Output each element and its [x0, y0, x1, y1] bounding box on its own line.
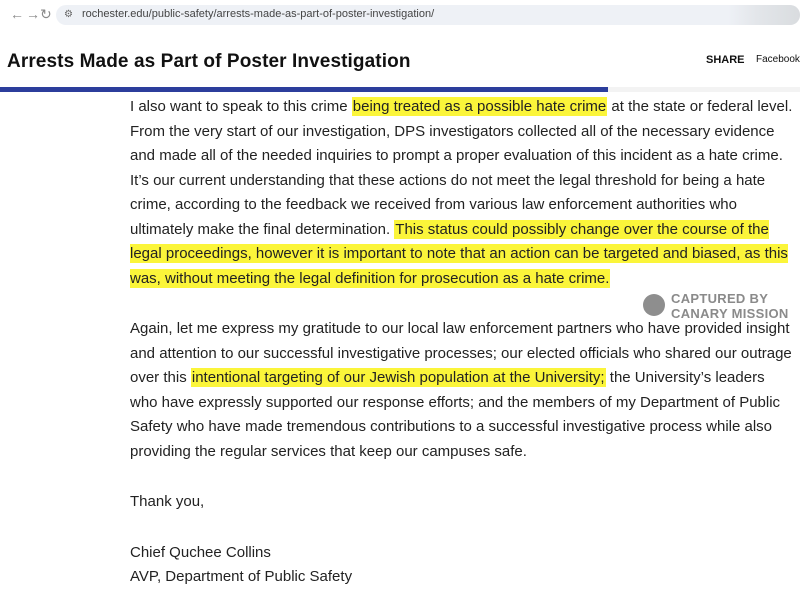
highlighted-text: intentional targeting of our Jewish population at the University; [191, 369, 605, 386]
paragraph-text: at the state or federal level. From the very start of our investigation, DPS investigators collected all of the necessary evidence and made all of the needed inquiries to prompt a proper evaluation of this incident as a hate crime. It’s our current understanding that these actions do not meet the legal threshold for being a hate crime, according to the feedback we received from various law enforcement authorities who ultimately make the final determination. [130, 98, 793, 238]
address-bar[interactable] [56, 5, 800, 25]
back-icon[interactable]: ← [10, 6, 24, 22]
signature-name: Chief Quchee Collins [130, 543, 271, 561]
canary-logo-icon [643, 294, 665, 316]
watermark-line-1: CAPTURED BY [671, 291, 769, 306]
site-info-icon[interactable]: ⚙ [64, 9, 73, 20]
refresh-icon[interactable]: ↻ [40, 6, 52, 22]
facebook-share-link[interactable]: Facebook [756, 54, 800, 65]
paragraph-text: Again, let me express my gratitude to our local law enforcement partners who have provided insight and attention to our successful investigative processes; our elected officials who shared our outrage over this [130, 320, 792, 386]
canary-mission-watermark [643, 291, 793, 323]
paragraph-gratitude [130, 317, 795, 464]
page-title: Arrests Made as Part of Poster Investigation [7, 51, 411, 72]
paragraph-hate-crime [130, 95, 795, 291]
watermark-line-2: CANARY MISSION [671, 306, 789, 321]
page-header [0, 30, 800, 90]
url-text[interactable]: rochester.edu/public-safety/arrests-made-as-part-of-poster-investigation/ [82, 8, 435, 20]
closing-line: Thank you, [130, 493, 205, 510]
highlighted-text: This status could possibly change over the course of the legal proceedings, however it is important to note that an action can be targeted and biased, as this was, without meeting the legal definition for prosecution as a hate crime. [130, 220, 788, 287]
signature-title: AVP, Department of Public Safety [130, 568, 353, 585]
article-body [130, 95, 795, 590]
forward-icon[interactable]: → [26, 6, 40, 22]
signature-block [130, 541, 795, 590]
paragraph-text: the University’s leaders who have expressly supported our response efforts; and the members of my Department of Public Safety who have made tremendous contributions to a successful investigative process while also providing the regular services that keep our campuses safe. [130, 369, 781, 460]
blurred-toolbar-area [728, 5, 800, 25]
reading-progress-bar [0, 87, 800, 92]
reading-progress-fill [0, 87, 608, 92]
paragraph-text: I also want to speak to this crime [130, 98, 352, 115]
share-label: SHARE [706, 54, 745, 66]
browser-toolbar [0, 0, 800, 31]
highlighted-text: being treated as a possible hate crime [352, 98, 607, 115]
